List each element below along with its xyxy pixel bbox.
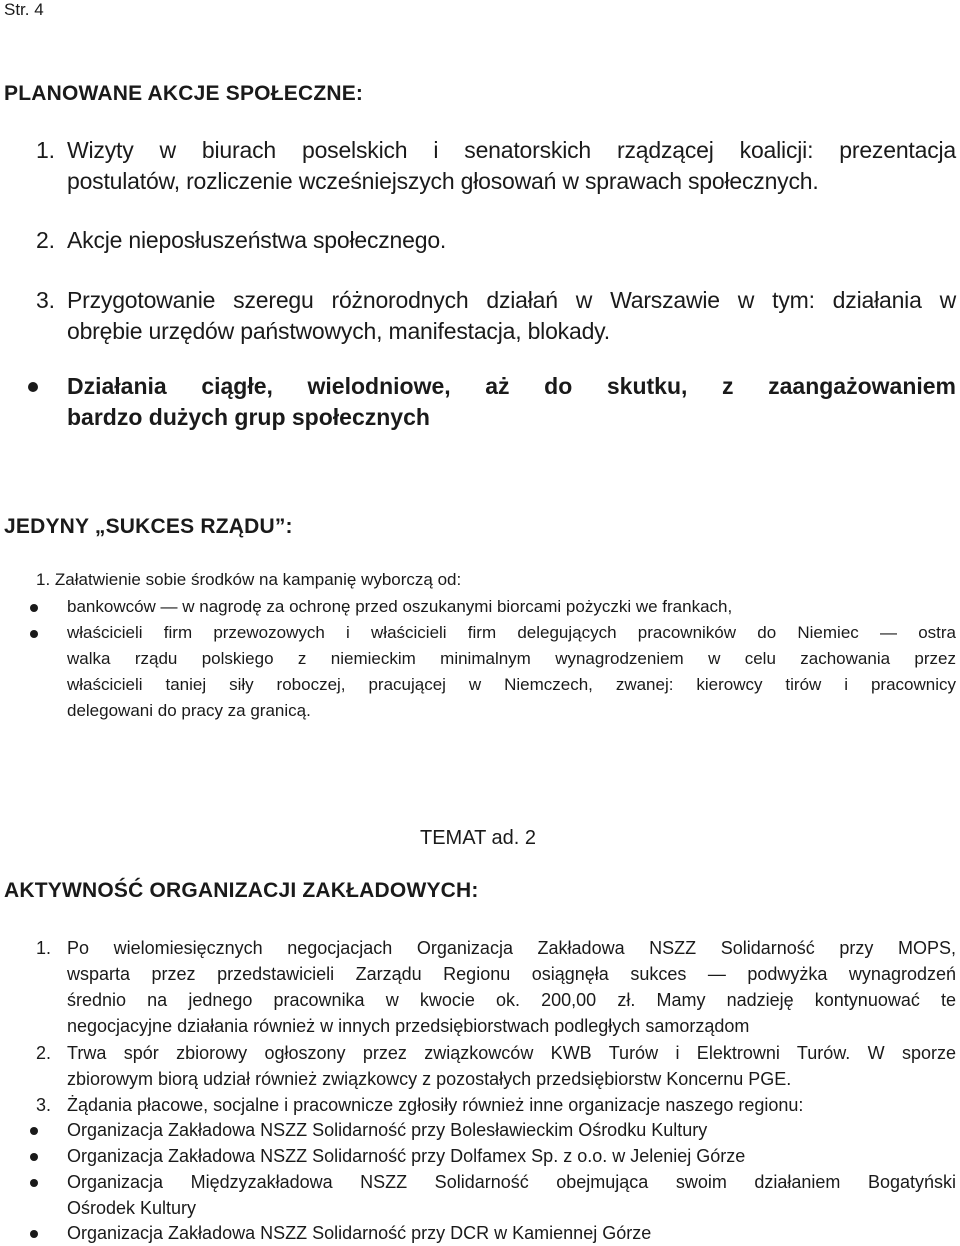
list-item xyxy=(0,594,960,620)
list-item xyxy=(0,371,960,433)
bullet-icon xyxy=(30,1153,38,1161)
bullet-text-line: Ośrodek Kultury xyxy=(67,1198,197,1218)
list-item xyxy=(0,225,960,256)
section-heading-org-activity: AKTYWNOŚĆ ORGANIZACJI ZAKŁADOWYCH: xyxy=(4,879,479,902)
item-text-line: Przygotowanie szeregu różnorodnych działań w Warszawie w tym: działania w xyxy=(67,287,956,313)
bullet-text-line: Działania ciągłe, wielodniowe, aż do skutku, z zaangażowaniem xyxy=(67,373,956,399)
bullet-icon xyxy=(30,630,38,638)
item-number: 2. xyxy=(36,227,55,253)
bullet-icon xyxy=(28,382,38,392)
bullet-text-line: Organizacja Międzyzakładowa NSZZ Solidarność obejmująca swoim działaniem Bogatyński xyxy=(67,1172,956,1192)
list-item xyxy=(0,1092,960,1118)
list-item xyxy=(0,285,960,347)
item-text-line: średnio na jednego pracownika w kwocie ok. 200,00 zł. Mamy nadzieję kontynuować te xyxy=(67,990,956,1010)
list-item xyxy=(0,135,960,197)
item-number: 1. xyxy=(36,938,52,958)
list-item xyxy=(0,1143,960,1169)
list-item xyxy=(0,1040,960,1092)
bullet-text-line: Organizacja Zakładowa NSZZ Solidarność przy Dolfamex Sp. z o.o. w Jeleniej Górze xyxy=(67,1146,746,1166)
bullet-text-line: Organizacja Zakładowa NSZZ Solidarność przy DCR w Kamiennej Górze xyxy=(67,1223,652,1243)
item-text-line: Wizyty w biurach poselskich i senatorskich rządzącej koalicji: prezentacja xyxy=(67,137,956,163)
bullet-text-line: bardzo dużych grup społecznych xyxy=(67,404,430,430)
item-text-line: wsparta przez przedstawicieli Zarządu Regionu osiągnęła sukces — podwyżka wynagrodzeń xyxy=(67,964,956,984)
bullet-text-line: bankowców — w nagrodę za ochronę przed oszukanymi biorcami pożyczki we frankach, xyxy=(67,597,733,616)
item-number: 3. xyxy=(36,287,55,313)
item-text-line: postulatów, rozliczenie wcześniejszych głosowań w sprawach społecznych. xyxy=(67,168,819,194)
list-item: 1. Załatwienie sobie środków na kampanię wyborczą od: xyxy=(36,570,462,589)
item-text-line: Po wielomiesięcznych negocjacjach Organizacja Zakładowa NSZZ Solidarność przy MOPS, xyxy=(67,938,956,958)
bullet-text-line: właścicieli firm przewozowych i właścicieli firm delegujących pracowników do Niemiec — ostra xyxy=(67,623,956,642)
list-item xyxy=(0,620,960,724)
item-number: 3. xyxy=(36,1095,52,1115)
item-text-line: negocjacyjne działania również w innych przedsiębiorstwach podległych samorządom xyxy=(67,1016,750,1036)
bullet-text-line: walka rządu polskiego z niemieckim minimalnym wynagrodzeniem w celu zachowania przez xyxy=(67,649,956,668)
list-item xyxy=(0,1169,960,1221)
item-text-line: zbiorowym biorą udział również związkowcy z pozostałych przedsiębiorstw Koncernu PGE. xyxy=(67,1069,792,1089)
bullet-icon xyxy=(30,1230,38,1238)
item-text-line: Trwa spór zbiorowy ogłoszony przez związkowców KWB Turów i Elektrowni Turów. W sporze xyxy=(67,1043,956,1063)
item-text-line: obrębie urzędów państwowych, manifestacja, blokady. xyxy=(67,318,610,344)
topic-label: TEMAT ad. 2 xyxy=(420,827,536,849)
section-heading-government-success: JEDYNY „SUKCES RZĄDU”: xyxy=(4,515,293,538)
bullet-icon xyxy=(30,604,38,612)
list-item xyxy=(0,1117,960,1143)
bullet-icon xyxy=(30,1179,38,1187)
item-text-line: Akcje nieposłuszeństwa społecznego. xyxy=(67,227,447,253)
list-item xyxy=(0,935,960,1039)
item-number: 1. xyxy=(36,137,55,163)
item-number: 2. xyxy=(36,1043,52,1063)
bullet-text-line: delegowani do pracy za granicą. xyxy=(67,701,311,720)
section-heading-planned-actions: PLANOWANE AKCJE SPOŁECZNE: xyxy=(4,82,364,105)
item-text-line: Żądania płacowe, socjalne i pracownicze zgłosiły również inne organizacje naszego regionu: xyxy=(67,1095,804,1115)
bullet-text-line: właścicieli taniej siły roboczej, pracującej w Niemczech, zwanej: kierowcy tirów i pracownicy xyxy=(67,675,956,694)
bullet-icon xyxy=(30,1127,38,1135)
page-number: Str. 4 xyxy=(4,0,44,19)
list-item xyxy=(0,1220,960,1246)
bullet-text-line: Organizacja Zakładowa NSZZ Solidarność przy Bolesławieckim Ośrodku Kultury xyxy=(67,1120,708,1140)
